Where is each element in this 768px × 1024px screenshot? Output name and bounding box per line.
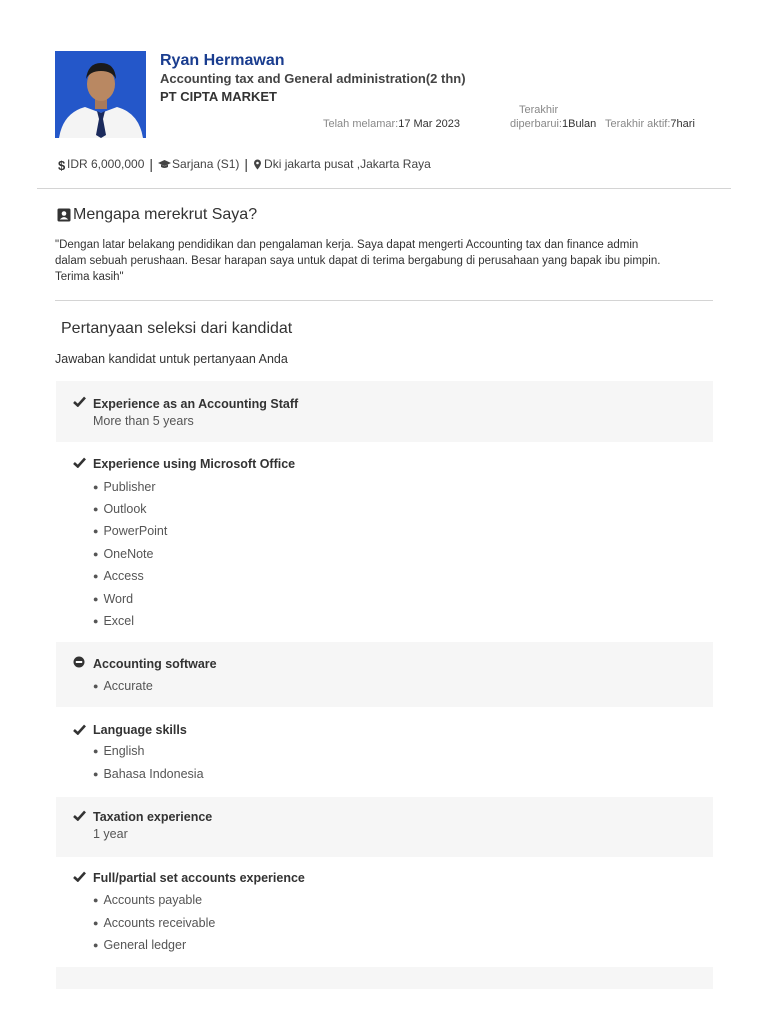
last-active: Terakhir aktif:7hari [605,118,695,130]
check-icon [73,871,86,882]
header-divider [37,188,731,189]
applied-date: Telah melamar:17 Mar 2023 [323,118,460,130]
question-block [56,858,713,966]
answer-option: ● Accurate [93,679,153,693]
section-divider [55,300,713,301]
contact-card-icon [57,208,71,222]
svg-text:$: $ [58,157,66,171]
updated-label-line1: Terakhir [519,104,559,116]
candidate-location: Dki jakarta pusat ,Jakarta Raya [264,157,431,171]
check-icon [73,724,86,735]
check-icon [73,396,86,407]
question-title: Language skills [93,723,187,737]
candidate-name[interactable]: Ryan Hermawan [160,52,285,69]
minus-circle-icon [73,656,85,668]
screening-questions-heading: Pertanyaan seleksi dari kandidat [61,320,293,337]
check-icon [73,810,86,821]
location-pin-icon [253,159,262,170]
answer-option: ● OneNote [93,547,153,561]
answer-option: ● General ledger [93,938,186,952]
answer-option: ● Access [93,569,144,583]
question-block [56,642,713,707]
question-block [56,381,713,442]
graduation-cap-icon [158,159,171,169]
answer-option: ● Word [93,592,133,606]
expected-salary: IDR 6,000,000 [67,157,145,171]
screening-questions-subheading: Jawaban kandidat untuk pertanyaan Anda [55,352,288,366]
question-block [56,708,713,796]
stats-divider: | [244,156,249,172]
question-title: Taxation experience [93,810,213,824]
answer-option: ● Accounts payable [93,893,202,907]
answer-option: ● Bahasa Indonesia [93,767,204,781]
question-block [56,797,713,857]
candidate-company: PT CIPTA MARKET [160,89,277,104]
question-title: Full/partial set accounts experience [93,871,305,885]
last-updated: diperbarui:1Bulan [510,118,597,130]
answer-option: ● Excel [93,614,134,628]
stats-divider: | [149,156,154,172]
answer-option: ● Publisher [93,480,156,494]
answer-option: ● English [93,744,144,758]
question-answer: More than 5 years [93,414,194,428]
check-icon [73,457,86,468]
question-title: Experience as an Accounting Staff [93,397,299,411]
question-block [56,967,713,989]
why-hire-text: "Dengan latar belakang pendidikan dan pengalaman kerja. Saya dapat mengerti Accounting tax dan finance admin dalam sebuah perushaan. Besar harapan saya untuk dapat di terima bergabung di perusahaan yang bapak ibu pimpin. Terima kasih" [55,239,661,283]
question-answer: 1 year [93,827,128,841]
answer-option: ● PowerPoint [93,524,167,538]
candidate-job-title: Accounting tax and General administration(2 thn) [160,71,466,86]
education-level: Sarjana (S1) [172,157,240,171]
answer-option: ● Accounts receivable [93,916,215,930]
question-block [56,443,713,641]
why-hire-heading: Mengapa merekrut Saya? [57,206,257,224]
answer-option: ● Outlook [93,502,147,516]
candidate-photo [55,51,146,138]
dollar-icon [58,158,66,171]
question-title: Accounting software [93,657,217,671]
candidate-stats [58,156,431,172]
question-title: Experience using Microsoft Office [93,457,296,471]
